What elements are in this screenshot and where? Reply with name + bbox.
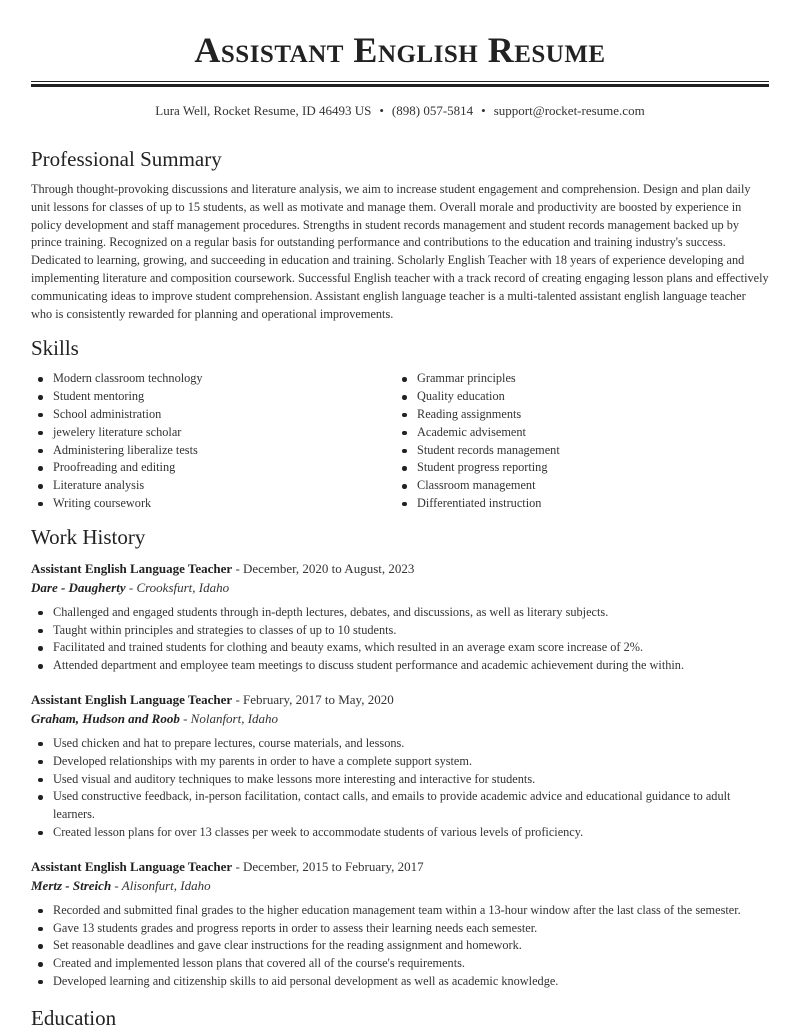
job-bullet: Developed learning and citizenship skills to aid personal development as well as academic knowledge. bbox=[31, 973, 769, 991]
job-company-line bbox=[31, 578, 769, 597]
job-bullet: Gave 13 students grades and progress reports in order to assess their learning needs each semester. bbox=[31, 920, 769, 938]
job-bullet: Used chicken and hat to prepare lectures, course materials, and lessons. bbox=[31, 735, 769, 753]
resume-page bbox=[31, 0, 769, 1031]
skill-item: Student progress reporting bbox=[395, 459, 759, 477]
job-bullet: Created lesson plans for over 13 classes per week to accommodate students of various levels of proficiency. bbox=[31, 824, 769, 842]
job-entry bbox=[31, 690, 769, 842]
skill-item: Literature analysis bbox=[31, 477, 395, 495]
job-bullet: Used visual and auditory techniques to make lessons more interesting and interactive for students. bbox=[31, 771, 769, 789]
contact-separator: • bbox=[481, 103, 486, 118]
skill-item: Academic advisement bbox=[395, 424, 759, 442]
skills-column-right bbox=[395, 370, 759, 512]
job-bullet: Used constructive feedback, in-person facilitation, contact calls, and emails to provide academic advice and educational guidance to adult learners. bbox=[31, 788, 769, 824]
summary-text: Through thought-provoking discussions and literature analysis, we aim to increase student engagement and comprehension. Design and plan daily unit lessons for classes of up to 15 students, as well as motivate and manage them. Overall morale and productivity are boosted by experience in policy development and staff management procedures. Strengths in student records management and student records management backed up by prince training. Recognized on a regular basis for outstanding performance and contributions to the education and training industry's success. Dedicated to learning, growing, and succeeding in education and training. Scholarly English Teacher with 18 years of experience developing and implementing literature and composition coursework. Successful English teacher with a track record of creating engaging lesson plans and effectively communicating ideas to improve student comprehension. Assistant english language teacher is a multi-talented assistant english language teacher who is consistently rewarded for planning and operational improvements. bbox=[31, 182, 769, 321]
contact-line bbox=[31, 102, 769, 120]
job-bullet: Created and implemented lesson plans that covered all of the course's requirements. bbox=[31, 955, 769, 973]
summary-heading: Professional Summary bbox=[31, 147, 222, 171]
skills-list bbox=[31, 370, 769, 512]
skill-item: School administration bbox=[31, 406, 395, 424]
skill-item: Student records management bbox=[395, 442, 759, 460]
skills-heading: Skills bbox=[31, 336, 79, 361]
contact-separator: • bbox=[379, 103, 384, 118]
job-bullet: Challenged and engaged students through in-depth lectures, debates, and discussions, as well as literary subjects. bbox=[31, 604, 769, 622]
work-history-heading: Work History bbox=[31, 524, 146, 549]
job-bullet: Facilitated and trained students for clothing and beauty exams, which resulted in an average exam score increase of 2%. bbox=[31, 639, 769, 657]
job-dates: - December, 2020 to August, 2023 bbox=[232, 560, 415, 576]
resume-title: Assistant English Resume bbox=[194, 30, 606, 70]
skill-item: Quality education bbox=[395, 388, 759, 406]
contact-name-address: Lura Well, Rocket Resume, ID 46493 US bbox=[155, 103, 372, 118]
job-title: Assistant English Language Teacher bbox=[31, 560, 233, 576]
job-entry bbox=[31, 857, 769, 991]
skill-item: Student mentoring bbox=[31, 388, 395, 406]
job-title: Assistant English Language Teacher bbox=[31, 858, 233, 874]
job-bullets bbox=[31, 902, 769, 991]
job-company: Mertz - Streich bbox=[31, 877, 112, 893]
job-bullet: Developed relationships with my parents in order to have a complete support system. bbox=[31, 753, 769, 771]
job-header bbox=[31, 857, 769, 876]
job-company-line bbox=[31, 709, 769, 728]
skill-item: Differentiated instruction bbox=[395, 495, 759, 513]
skill-item: Modern classroom technology bbox=[31, 370, 395, 388]
job-location: - Crooksfurt, Idaho bbox=[125, 579, 230, 595]
skill-item: Grammar principles bbox=[395, 370, 759, 388]
job-location: - Alisonfurt, Idaho bbox=[111, 877, 211, 893]
skill-item: Reading assignments bbox=[395, 406, 759, 424]
job-company: Dare - Daugherty bbox=[31, 579, 126, 595]
job-entry bbox=[31, 559, 769, 675]
job-location: - Nolanfort, Idaho bbox=[179, 710, 279, 726]
job-bullet: Attended department and employee team meetings to discuss student performance and academic achievement during the within. bbox=[31, 657, 769, 675]
job-bullets bbox=[31, 604, 769, 675]
title-double-rule bbox=[31, 81, 769, 87]
job-dates: - February, 2017 to May, 2020 bbox=[232, 691, 394, 707]
skill-item: Proofreading and editing bbox=[31, 459, 395, 477]
contact-email: support@rocket-resume.com bbox=[493, 103, 645, 118]
job-dates: - December, 2015 to February, 2017 bbox=[232, 858, 424, 874]
job-company: Graham, Hudson and Roob bbox=[31, 710, 180, 726]
job-title: Assistant English Language Teacher bbox=[31, 691, 233, 707]
contact-phone: (898) 057-5814 bbox=[391, 103, 474, 118]
job-header bbox=[31, 690, 769, 709]
skill-item: Classroom management bbox=[395, 477, 759, 495]
job-bullets bbox=[31, 735, 769, 842]
job-bullet: Set reasonable deadlines and gave clear instructions for the reading assignment and homework. bbox=[31, 937, 769, 955]
skills-column-left bbox=[31, 370, 395, 512]
education-heading: Education bbox=[31, 1005, 117, 1030]
skill-item: jewelery literature scholar bbox=[31, 424, 395, 442]
job-header bbox=[31, 559, 769, 578]
skill-item: Writing coursework bbox=[31, 495, 395, 513]
skill-item: Administering liberalize tests bbox=[31, 442, 395, 460]
job-bullet: Taught within principles and strategies to classes of up to 10 students. bbox=[31, 622, 769, 640]
job-company-line bbox=[31, 876, 769, 895]
job-bullet: Recorded and submitted final grades to the higher education management team within a 13-hour window after the last class of the semester. bbox=[31, 902, 769, 920]
